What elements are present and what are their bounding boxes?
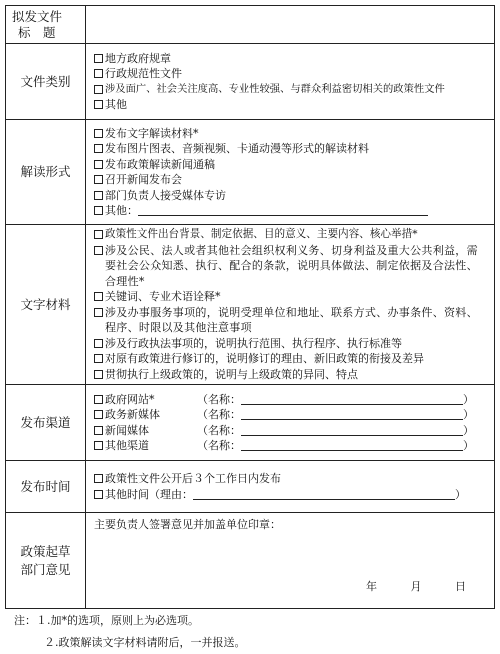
title-label (6, 6, 86, 44)
checkbox[interactable] (94, 100, 103, 109)
doc-category-option[interactable]: 其他 (94, 97, 488, 113)
text-material-option[interactable]: 涉及办事服务事项的，说明受理单位和地址、联系方式、办事条件、资料、程序、时限以及其他注意事项 (94, 305, 488, 336)
interpretation-other-option[interactable]: 其他： (94, 203, 488, 219)
doc-category-row (6, 44, 495, 120)
text-material-option[interactable]: 涉及公民、法人或者其他社会组织权利义务、切身利益及重大公共利益，需要社会公众知悉、执行、配合的条款，说明具体做法、制定依据及合法性、合理性* (94, 243, 488, 290)
title-label-line2: 标 题 (18, 24, 56, 40)
checkbox[interactable] (94, 441, 103, 450)
text-material-option[interactable]: 对原有政策进行修订的，说明修订的理由、新旧政策的衔接及差异 (94, 351, 488, 367)
doc-category-option[interactable]: 地方政府规章 (94, 51, 488, 67)
publish-time-reason-input[interactable] (193, 487, 455, 500)
checkbox[interactable] (94, 129, 103, 138)
publish-time-row (6, 461, 495, 513)
publish-channel-label: 发布渠道 (6, 385, 86, 461)
doc-category-options (86, 44, 495, 120)
checkbox[interactable] (94, 339, 103, 348)
publish-time-options (86, 461, 495, 513)
channel-option[interactable]: 其他渠道 （名称： ） (94, 438, 488, 454)
publish-time-label: 发布时间 (6, 461, 86, 513)
checkbox[interactable] (94, 54, 103, 63)
title-row (6, 6, 495, 44)
checkbox[interactable] (94, 175, 103, 184)
channel-name-input[interactable] (241, 407, 463, 420)
checkbox[interactable] (94, 426, 103, 435)
date-year: 年 (366, 579, 377, 593)
signature-date (336, 579, 466, 595)
text-material-option[interactable]: 贯彻执行上级政策的，说明与上级政策的异同、特点 (94, 367, 488, 383)
channel-option[interactable]: 政府网站* （名称： ） (94, 392, 488, 408)
interpretation-option[interactable]: 发布图片图表、音频视频、卡通动漫等形式的解读材料 (94, 141, 488, 157)
doc-category-label: 文件类别 (6, 44, 86, 120)
channel-name-input[interactable] (241, 438, 463, 451)
channel-option[interactable]: 新闻媒体 （名称： ） (94, 423, 488, 439)
interpretation-option[interactable]: 发布文字解读材料* (94, 126, 488, 142)
checkbox[interactable] (94, 308, 103, 317)
checkbox[interactable] (94, 206, 103, 215)
text-material-option[interactable]: 涉及行政执法事项的，说明执行范围、执行程序、执行标准等 (94, 336, 488, 352)
text-material-option[interactable]: 关键词、专业术语诠释* (94, 289, 488, 305)
footnote-1: 注：１.加*的选项，原则上为必选项。 (14, 614, 199, 627)
interpretation-option[interactable]: 召开新闻发布会 (94, 172, 488, 188)
interpretation-form-row (6, 120, 495, 225)
checkbox[interactable] (94, 490, 103, 499)
checkbox[interactable] (94, 160, 103, 169)
checkbox[interactable] (94, 69, 103, 78)
drafting-opinion-row (6, 513, 495, 609)
checkbox[interactable] (94, 354, 103, 363)
drafting-opinion-label-line2: 部门意见 (20, 561, 71, 577)
drafting-opinion-instruction: 主要负责人签署意见并加盖单位印章： (94, 518, 281, 531)
checkbox[interactable] (94, 246, 103, 255)
date-month: 月 (410, 579, 422, 593)
drafting-opinion-label (6, 513, 86, 609)
drafting-opinion-cell[interactable] (86, 513, 495, 609)
publish-time-option[interactable]: 政策性文件公开后３个工作日内发布 (94, 471, 488, 487)
title-input-cell[interactable] (86, 6, 495, 44)
interpretation-form-label: 解读形式 (6, 120, 86, 225)
checkbox[interactable] (94, 144, 103, 153)
doc-category-option[interactable]: 涉及面广、社会关注度高、专业性较强、与群众利益密切相关的政策性文件 (94, 82, 488, 98)
checkbox[interactable] (94, 85, 103, 94)
publish-time-other-option[interactable]: 其他时间（理由： ） (94, 487, 488, 503)
report-form-table (5, 5, 495, 609)
interpretation-form-options (86, 120, 495, 225)
doc-category-option[interactable]: 行政规范性文件 (94, 66, 488, 82)
interpretation-other-input[interactable] (138, 203, 428, 216)
publish-channel-options (86, 385, 495, 461)
checkbox[interactable] (94, 395, 103, 404)
channel-name-input[interactable] (241, 392, 463, 405)
checkbox[interactable] (94, 410, 103, 419)
interpretation-option[interactable]: 部门负责人接受媒体专访 (94, 188, 488, 204)
footnote-2: ２.政策解读文字材料请附后，一并报送。 (44, 636, 246, 649)
publish-channel-row (6, 385, 495, 461)
footnotes (14, 610, 246, 654)
text-material-option[interactable]: 政策性文件出台背景、制定依据、目的意义、主要内容、核心举措* (94, 227, 488, 243)
interpretation-option[interactable]: 发布政策解读新闻通稿 (94, 157, 488, 173)
date-day: 日 (455, 579, 466, 593)
checkbox[interactable] (94, 230, 103, 239)
checkbox[interactable] (94, 474, 103, 483)
checkbox[interactable] (94, 191, 103, 200)
text-material-row (6, 225, 495, 385)
channel-option[interactable]: 政务新媒体 （名称： ） (94, 407, 488, 423)
channel-name-input[interactable] (241, 423, 463, 436)
text-material-options (86, 225, 495, 385)
checkbox[interactable] (94, 292, 103, 301)
title-label-line1: 拟发文件 (12, 8, 63, 24)
checkbox[interactable] (94, 370, 103, 379)
drafting-opinion-label-line1: 政策起草 (20, 543, 71, 559)
text-material-label: 文字材料 (6, 225, 86, 385)
